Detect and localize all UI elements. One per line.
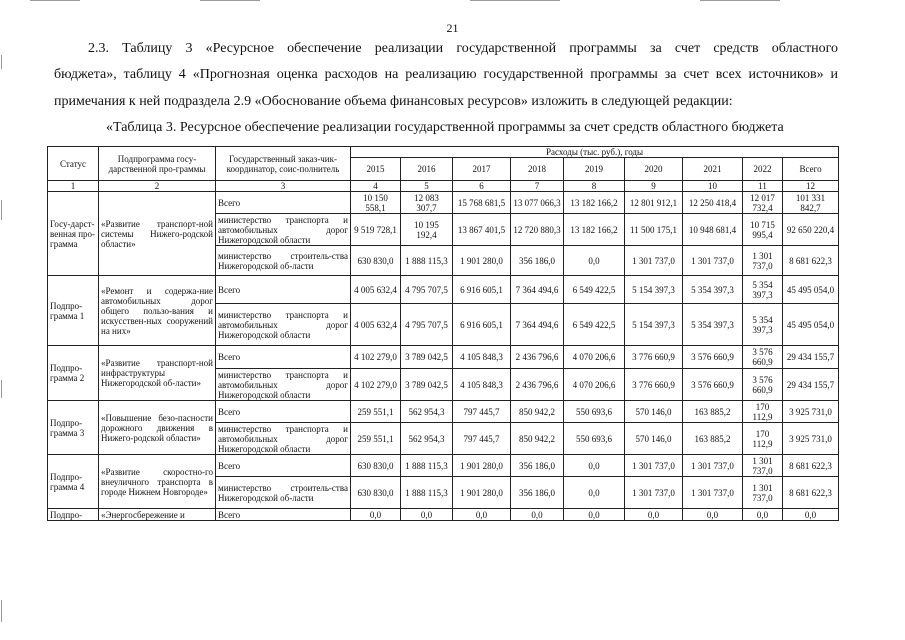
cell-value: 1 301 737,0	[743, 477, 783, 509]
cell-value: 0,0	[351, 509, 401, 521]
cell-value: 259 551,1	[351, 423, 401, 455]
column-number: 9	[625, 181, 683, 192]
table-caption: «Таблица 3. Ресурсное обеспечение реализации государственной программы за счет средств областного бюджета	[106, 120, 784, 135]
cell-total: 3 925 731,0	[783, 423, 839, 455]
cell-total: 8 681 622,3	[783, 455, 839, 477]
cell-value: 4 005 632,4	[351, 304, 401, 346]
cell-value: 12 720 880,3	[511, 214, 564, 246]
row-customer: министерство транспорта и автомобильных дорог Нижегородской области	[216, 369, 351, 401]
header-year: 2020	[625, 158, 683, 181]
cell-value: 5 354 397,3	[683, 304, 743, 346]
cell-value: 6 549 422,5	[564, 304, 625, 346]
cell-value: 562 954,3	[401, 401, 453, 423]
header-year: 2022	[743, 158, 783, 181]
cell-value: 850 942,2	[511, 401, 564, 423]
cell-value: 0,0	[511, 509, 564, 521]
cell-value: 1 301 737,0	[743, 246, 783, 276]
cell-value: 7 364 494,6	[511, 304, 564, 346]
header-year: 2015	[351, 158, 401, 181]
cell-value: 15 768 681,5	[453, 192, 511, 214]
cell-value: 1 888 115,3	[401, 455, 453, 477]
row-status: Подпро-грамма 4	[48, 455, 99, 509]
cell-value: 3 789 042,5	[401, 346, 453, 369]
cell-value: 2 436 796,6	[511, 369, 564, 401]
header-expenses: Расходы (тыс. руб.), годы	[351, 147, 839, 158]
row-status: Подпро-	[48, 509, 99, 521]
cell-value: 12 017 732,4	[743, 192, 783, 214]
cell-value: 6 549 422,5	[564, 276, 625, 304]
cell-value: 630 830,0	[351, 455, 401, 477]
cell-total: 45 495 054,0	[783, 304, 839, 346]
cell-value: 0,0	[564, 246, 625, 276]
cell-value: 259 551,1	[351, 401, 401, 423]
cell-total: 8 681 622,3	[783, 477, 839, 509]
cell-value: 6 916 605,1	[453, 304, 511, 346]
cell-value: 570 146,0	[625, 401, 683, 423]
cell-value: 12 250 418,4	[683, 192, 743, 214]
cell-value: 550 693,6	[564, 401, 625, 423]
cell-value: 356 186,0	[511, 246, 564, 276]
column-number: 12	[783, 181, 839, 192]
column-number: 10	[683, 181, 743, 192]
cell-value: 10 195 192,4	[401, 214, 453, 246]
cell-value: 163 885,2	[683, 423, 743, 455]
cell-value: 850 942,2	[511, 423, 564, 455]
cell-value: 0,0	[453, 509, 511, 521]
row-customer: министерство строитель-ства Нижегородской об-ласти	[216, 477, 351, 509]
budget-table	[47, 146, 839, 521]
intro-line-3: примечания к ней подраздела 2.9 «Обоснование объема финансовых ресурсов» изложить в следующей редакции:	[54, 94, 733, 109]
cell-value: 1 301 737,0	[625, 455, 683, 477]
column-number: 3	[216, 181, 351, 192]
row-customer: министерство транспорта и автомобильных дорог Нижегородской области	[216, 304, 351, 346]
header-year: 2016	[401, 158, 453, 181]
column-number: 4	[351, 181, 401, 192]
cell-value: 3 776 660,9	[625, 369, 683, 401]
table-row	[48, 276, 839, 304]
cell-value: 356 186,0	[511, 477, 564, 509]
cell-value: 0,0	[564, 477, 625, 509]
cell-value: 1 888 115,3	[401, 246, 453, 276]
row-subprogram-name: «Развитие транспорт-ной инфраструктуры Нижегородской об-ласти»	[99, 346, 216, 401]
cell-value: 1 301 737,0	[683, 455, 743, 477]
row-subprogram-name: «Энергосбережение и	[99, 509, 216, 521]
cell-value: 4 070 206,6	[564, 369, 625, 401]
cell-value: 1 901 280,0	[453, 246, 511, 276]
row-customer: Всего	[216, 401, 351, 423]
cell-value: 3 576 660,9	[683, 369, 743, 401]
header-year: 2021	[683, 158, 743, 181]
cell-value: 7 364 494,6	[511, 276, 564, 304]
cell-value: 4 795 707,5	[401, 276, 453, 304]
header-year: 2017	[453, 158, 511, 181]
cell-value: 4 102 279,0	[351, 369, 401, 401]
cell-value: 0,0	[564, 455, 625, 477]
table-row	[48, 346, 839, 369]
row-status: Подпро-грамма 3	[48, 401, 99, 455]
row-subprogram-name: «Развитие транспорт-ной системы Нижего-родской области»	[99, 192, 216, 276]
cell-value: 1 301 737,0	[625, 246, 683, 276]
cell-value: 562 954,3	[401, 423, 453, 455]
cell-total: 92 650 220,4	[783, 214, 839, 246]
table-row	[48, 509, 839, 521]
intro-line-2: бюджета», таблицу 4 «Прогнозная оценка расходов на реализацию государственной программы за счет всех источников» и	[54, 67, 838, 82]
cell-value: 4 795 707,5	[401, 304, 453, 346]
cell-value: 630 830,0	[351, 246, 401, 276]
cell-value: 0,0	[401, 509, 453, 521]
row-subprogram-name: «Повышение безо-пасности дорожного движения в Нижего-родской области»	[99, 401, 216, 455]
cell-value: 630 830,0	[351, 477, 401, 509]
cell-value: 3 776 660,9	[625, 346, 683, 369]
intro-line-1: 2.3. Таблицу 3 «Ресурсное обеспечение реализации государственной программы за счет средств областного	[88, 41, 838, 56]
row-status: Подпро-грамма 1	[48, 276, 99, 346]
row-customer: Всего	[216, 509, 351, 521]
cell-value: 0,0	[683, 509, 743, 521]
table-header	[48, 147, 839, 192]
column-number: 5	[401, 181, 453, 192]
cell-total: 101 331 842,7	[783, 192, 839, 214]
cell-value: 10 150 558,1	[351, 192, 401, 214]
table-row	[48, 401, 839, 423]
cell-value: 170 112,9	[743, 423, 783, 455]
cell-value: 5 154 397,3	[625, 276, 683, 304]
column-number: 11	[743, 181, 783, 192]
row-customer: министерство строитель-ства Нижегородской об-ласти	[216, 246, 351, 276]
row-subprogram-name: «Ремонт и содержа-ние автомобильных дорог общего пользо-вания и искусствен-ных сооружений на них»	[99, 276, 216, 346]
cell-value: 4 102 279,0	[351, 346, 401, 369]
cell-value: 797 445,7	[453, 423, 511, 455]
header-customer: Государственный заказ-чик- координатор, соис-полнитель	[216, 147, 351, 181]
row-customer: министерство транспорта и автомобильных дорог Нижегородской области	[216, 214, 351, 246]
cell-value: 1 301 737,0	[743, 455, 783, 477]
cell-value: 550 693,6	[564, 423, 625, 455]
cell-value: 2 436 796,6	[511, 346, 564, 369]
header-subprogram: Подпрограмма госу-дарственной про-граммы	[99, 147, 216, 181]
cell-value: 5 354 397,3	[743, 304, 783, 346]
cell-value: 1 901 280,0	[453, 477, 511, 509]
cell-value: 6 916 605,1	[453, 276, 511, 304]
cell-value: 3 576 660,9	[683, 346, 743, 369]
table-row	[48, 192, 839, 214]
scan-left-edge	[0, 0, 3, 640]
column-number: 1	[48, 181, 99, 192]
cell-total: 29 434 155,7	[783, 369, 839, 401]
row-status: Госу-дарст-венная про-грамма	[48, 192, 99, 276]
cell-value: 12 083 307,7	[401, 192, 453, 214]
cell-value: 797 445,7	[453, 401, 511, 423]
table-row	[48, 455, 839, 477]
cell-value: 12 801 912,1	[625, 192, 683, 214]
column-number-row	[48, 181, 839, 192]
column-number: 7	[511, 181, 564, 192]
cell-value: 5 354 397,3	[683, 276, 743, 304]
cell-value: 9 519 728,1	[351, 214, 401, 246]
header-total: Всего	[783, 158, 839, 181]
cell-value: 570 146,0	[625, 423, 683, 455]
cell-value: 4 105 848,3	[453, 346, 511, 369]
row-customer: Всего	[216, 192, 351, 214]
cell-value: 5 154 397,3	[625, 304, 683, 346]
cell-value: 3 789 042,5	[401, 369, 453, 401]
header-year: 2019	[564, 158, 625, 181]
column-number: 6	[453, 181, 511, 192]
cell-value: 170 112,9	[743, 401, 783, 423]
cell-value: 13 867 401,5	[453, 214, 511, 246]
cell-value: 3 576 660,9	[743, 346, 783, 369]
row-customer: Всего	[216, 346, 351, 369]
cell-value: 1 888 115,3	[401, 477, 453, 509]
cell-value: 1 901 280,0	[453, 455, 511, 477]
row-customer: Всего	[216, 455, 351, 477]
column-number: 8	[564, 181, 625, 192]
cell-total: 45 495 054,0	[783, 276, 839, 304]
cell-total: 8 681 622,3	[783, 246, 839, 276]
cell-value: 1 301 737,0	[625, 477, 683, 509]
cell-value: 3 576 660,9	[743, 369, 783, 401]
cell-value: 13 182 166,2	[564, 214, 625, 246]
cell-value: 13 077 066,3	[511, 192, 564, 214]
cell-value: 1 301 737,0	[683, 477, 743, 509]
column-number: 2	[99, 181, 216, 192]
cell-value: 0,0	[564, 509, 625, 521]
row-customer: министерство транспорта и автомобильных дорог Нижегородской области	[216, 423, 351, 455]
page-number: 21	[446, 21, 459, 35]
cell-value: 356 186,0	[511, 455, 564, 477]
cell-value: 10 948 681,4	[683, 214, 743, 246]
cell-value: 4 070 206,6	[564, 346, 625, 369]
row-customer: Всего	[216, 276, 351, 304]
row-status: Подпро-грамма 2	[48, 346, 99, 401]
cell-value: 5 354 397,3	[743, 276, 783, 304]
cell-value: 10 715 995,4	[743, 214, 783, 246]
scan-top-edge	[0, 0, 905, 3]
header-year: 2018	[511, 158, 564, 181]
cell-value: 1 301 737,0	[683, 246, 743, 276]
cell-value: 13 182 166,2	[564, 192, 625, 214]
cell-value: 11 500 175,1	[625, 214, 683, 246]
header-status: Статус	[48, 147, 99, 181]
cell-total: 0,0	[783, 509, 839, 521]
cell-value: 4 105 848,3	[453, 369, 511, 401]
cell-total: 29 434 155,7	[783, 346, 839, 369]
cell-value: 0,0	[743, 509, 783, 521]
table-body	[48, 192, 839, 521]
cell-value: 0,0	[625, 509, 683, 521]
row-subprogram-name: «Развитие скоростно-го внеуличного транспорта в городе Нижнем Новгороде»	[99, 455, 216, 509]
cell-value: 4 005 632,4	[351, 276, 401, 304]
cell-value: 163 885,2	[683, 401, 743, 423]
cell-total: 3 925 731,0	[783, 401, 839, 423]
